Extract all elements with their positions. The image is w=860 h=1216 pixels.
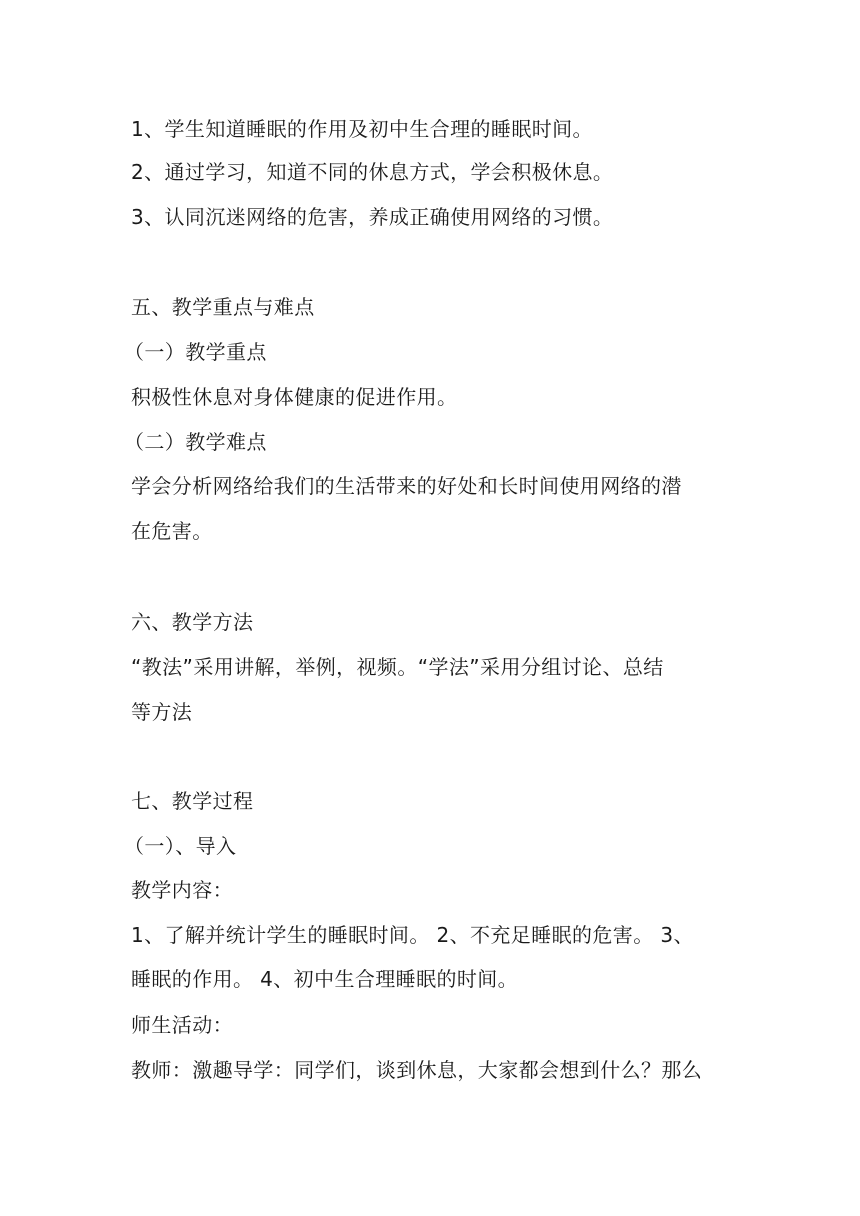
objective-2: 2、通过学习，知道不同的休息方式，学会积极休息。 [131,160,614,184]
content-line-2: 睡眠的作用。 4、初中生合理睡眠的时间。 [131,967,519,991]
objective-3: 3、认同沉迷网络的危害，养成正确使用网络的习惯。 [131,205,614,229]
objective-1: 1、学生知道睡眠的作用及初中生合理的睡眠时间。 [131,117,593,141]
section-6-text-line2: 等方法 [131,700,193,724]
content-label: 教学内容： [131,878,233,902]
section-7-heading: 七、教学过程 [131,789,254,813]
section-5-sub2-text-line1: 学会分析网络给我们的生活带来的好处和长时间使用网络的潜 [131,474,682,498]
section-5-sub1-heading: （一）教学重点 [124,340,267,364]
content-line-1: 1、了解并统计学生的睡眠时间。 2、不充足睡眠的危害。 3、 [131,923,694,947]
section-7-sub1-heading: （一）、导入 [124,834,237,858]
section-5-sub2-text-line2: 在危害。 [131,519,213,543]
section-5-sub1-text: 积极性休息对身体健康的促进作用。 [131,385,458,409]
section-5-heading: 五、教学重点与难点 [131,295,315,319]
activity-line-1: 教师：激趣导学：同学们，谈到休息，大家都会想到什么？那么 [131,1058,703,1082]
activity-label: 师生活动： [131,1013,233,1037]
section-5-sub2-heading: （二）教学难点 [124,430,267,454]
section-6-text-line1: “教法”采用讲解，举例，视频。“学法”采用分组讨论、总结 [131,655,664,679]
section-6-heading: 六、教学方法 [131,610,254,634]
